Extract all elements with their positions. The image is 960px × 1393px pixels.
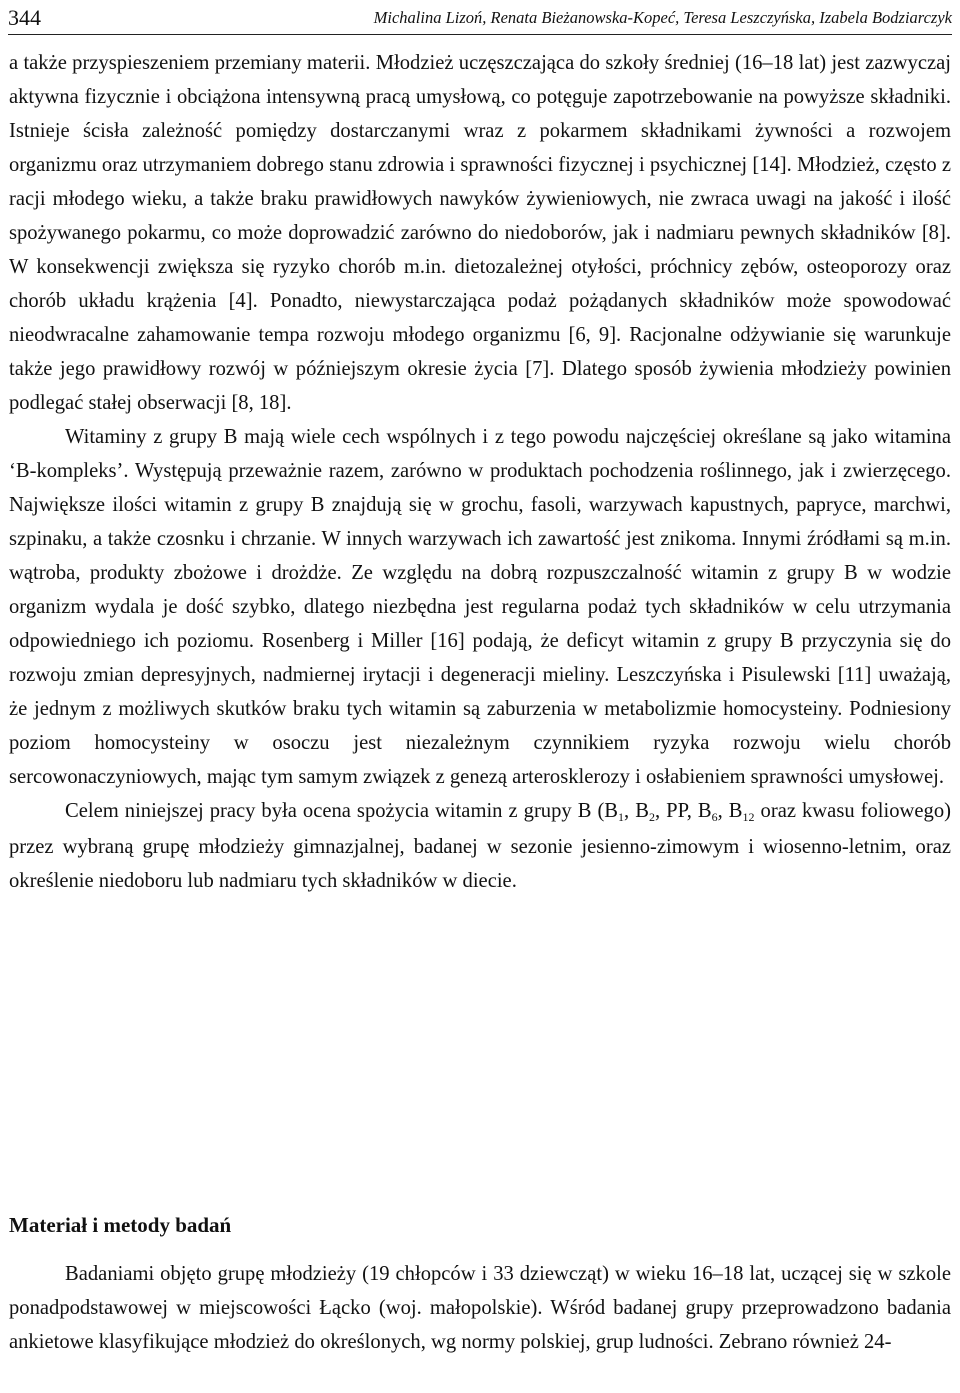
- body-text: [9, 46, 951, 898]
- running-head: Michalina Lizoń, Renata Bieżanowska-Kopeć, Teresa Leszczyńska, Izabela Bodziarczyk: [373, 8, 952, 27]
- aim-text-4: , B: [717, 800, 743, 822]
- aim-text-1: Celem niniejszej pracy była ocena spożycia witamin z grupy B (B: [65, 800, 619, 822]
- section-heading: Materiał i metody badań: [9, 1213, 232, 1237]
- subscript-2: 2: [648, 810, 655, 824]
- aim-text-2: , B: [624, 800, 649, 822]
- subscript-1: 1: [618, 810, 625, 824]
- paragraph-vitamins-b: Witaminy z grupy B mają wiele cech wspólnych i z tego powodu najczęściej określane są jako witamina ‘B-kompleks’. Występują przeważnie razem, zarówno w produktach pochodzenia roślinnego, jak i zwierzęcego. Największe ilości witamin z grupy B znajdują się w grochu, fasoli, warzywach kapustnych, papryce, marchwi, szpinaku, a także czosnku i chrzanie. W innych warzywach ich zawartość jest znikoma. Innymi źródłami są m.in. wątroba, produkty zbożowe i drożdże. Ze względu na dobrą rozpuszczalność witamin z grupy B w wodzie organizm wydala je dość szybko, dlatego niezbędna jest regularna podaż tych składników w celu utrzymania odpowiedniego ich poziomu. Rosenberg i Miller [16] podają, że deficyt witamin z grupy B przyczynia się do rozwoju zmian depresyjnych, nadmiernej irytacji i degeneracji mieliny. Leszczyńska i Pisulewski [11] uważają, że jednym z możliwych skutków braku tych witamin są zaburzenia w metabolizmie homocysteiny. Podniesiony poziom homocysteiny w osoczu jest niezależnym czynnikiem ryzyka rozwoju wielu chorób sercowonaczyniowych, mając tym samym związek z genezą arterosklerozy i osłabieniem sprawności umysłowej.: [9, 426, 951, 788]
- page-header: [8, 2, 952, 35]
- aim-text-3: , PP, B: [654, 800, 712, 822]
- paragraph-intro: a także przyspieszeniem przemiany materii. Młodzież uczęszczająca do szkoły średniej (16–18 lat) jest zazwyczaj aktywna fizycznie i obciążona intensywną pracą umysłową, co potęguje zapotrzebowanie na powyższe składniki. Istnieje ścisła zależność pomiędzy dostarczanymi wraz z pokarmem składnikami żywności a rozwojem organizmu oraz utrzymaniem dobrego stanu zdrowia i sprawności fizycznej i psychicznej [14]. Młodzież, często z racji młodego wieku, a także braku prawidłowych nawyków żywieniowych, nie zwraca uwagi na jakość i ilość spożywanego pokarmu, co może doprowadzić zarówno do niedoborów, jak i nadmiaru pewnych składników [8]. W konsekwencji zwiększa się ryzyko chorób m.in. dietozależnej otyłości, próchnicy zębów, osteoporozy oraz chorób układu krążenia [4]. Ponadto, niewystarczająca podaż pożądanych składników może spowodować nieodwracalne zahamowanie tempa rozwoju młodego organizmu [6, 9]. Racjonalne odżywianie się warunkuje także jego prawidłowy rozwój w późniejszym okresie życia [7]. Dlatego sposób żywienia młodzieży powinien podlegać stałej obserwacji [8, 18].: [9, 52, 951, 414]
- subscript-12: 12: [742, 810, 755, 824]
- methods-text: [9, 1257, 951, 1359]
- aim-text-5: oraz kwasu foliowego) przez wybraną grupę młodzieży gimnazjalnej, badanej w sezonie jesienno-zimowym i wiosenno-letnim, oraz określenie niedoboru lub nadmiaru tych składników w diecie.: [9, 800, 951, 892]
- page-number: 344: [8, 5, 41, 30]
- paragraph-aim: [9, 794, 951, 898]
- subscript-6: 6: [711, 810, 718, 824]
- paragraph-methods: Badaniami objęto grupę młodzieży (19 chłopców i 33 dziewcząt) w wieku 16–18 lat, uczącej się w szkole ponadpodstawowej w miejscowości Łącko (woj. małopolskie). Wśród badanej grupy przeprowadzono badania ankietowe klasyfikujące młodzież do określonych, wg normy polskiej, grup ludności. Zebrano również 24-: [9, 1263, 951, 1353]
